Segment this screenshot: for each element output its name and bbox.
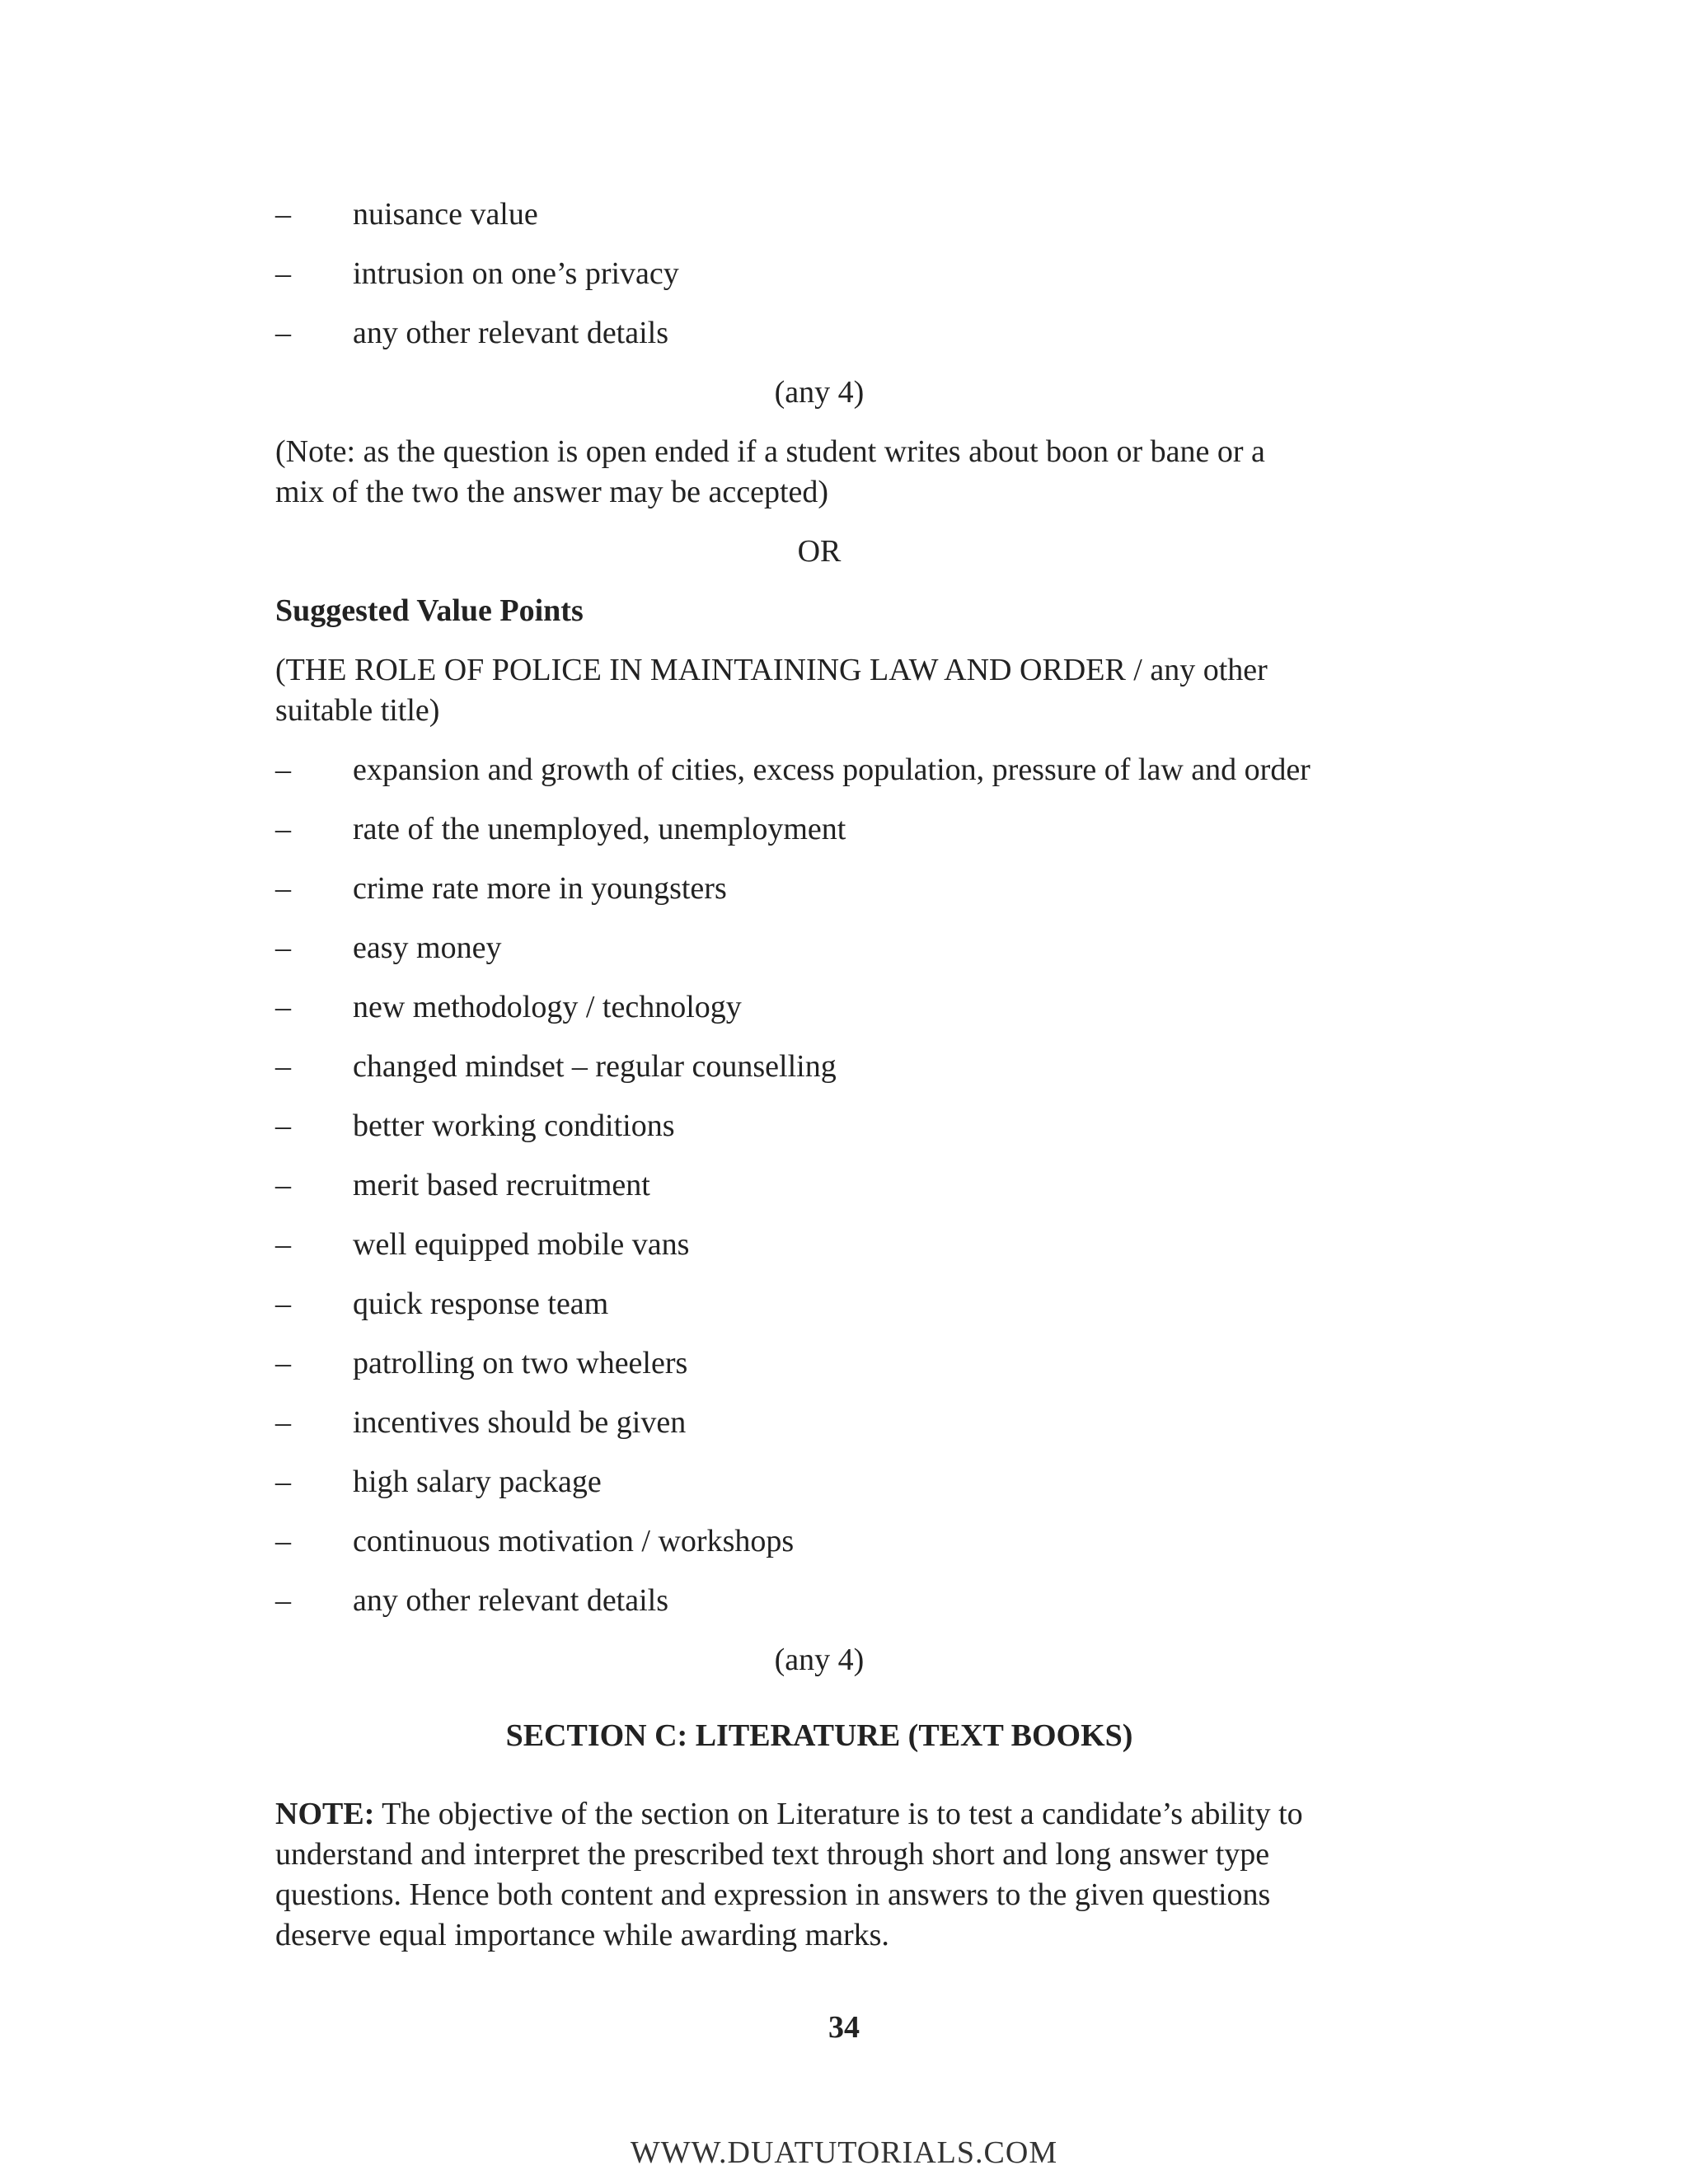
dash-marker: – — [275, 256, 291, 291]
list-item — [275, 1047, 1306, 1106]
dash-marker: – — [275, 930, 291, 965]
list-item-text: well equipped mobile vans — [353, 1227, 690, 1262]
dash-marker: – — [275, 1049, 291, 1084]
list-item-text: easy money — [353, 930, 502, 965]
list-item-text: merit based recruitment — [353, 1168, 650, 1202]
suggested-value-points-heading: Suggested Value Points — [275, 593, 584, 628]
note-paragraph: (Note: as the question is open ended if a student writes about boon or bane or a mix of the two the answer may be accepted) — [275, 434, 1265, 509]
any-four-label: (any 4) — [774, 375, 865, 410]
dash-marker: – — [275, 1524, 291, 1558]
list-item-text: expansion and growth of cities, excess population, pressure of law and order — [353, 752, 1311, 787]
list-item — [275, 1403, 1306, 1462]
dash-marker: – — [275, 316, 291, 350]
list-item — [275, 1343, 1306, 1403]
list-item-text: rate of the unemployed, unemployment — [353, 812, 846, 846]
list-item-text: nuisance value — [353, 197, 538, 232]
page-number: 34 — [828, 2010, 860, 2045]
dash-marker: – — [275, 1108, 291, 1143]
bullet-list-top — [275, 194, 1306, 373]
dash-marker: – — [275, 197, 291, 232]
list-item-text: any other relevant details — [353, 1583, 669, 1618]
bullet-list-main — [275, 750, 1311, 1640]
list-item — [275, 254, 1306, 313]
list-item-text: intrusion on one’s privacy — [353, 256, 679, 291]
dash-marker: – — [275, 1346, 291, 1380]
list-item-text: changed mindset – regular counselling — [353, 1049, 837, 1084]
list-item — [275, 750, 1311, 809]
list-item-text: quick response team — [353, 1286, 609, 1321]
literature-note-paragraph — [275, 1794, 1306, 1956]
dash-marker: – — [275, 1405, 291, 1440]
list-item — [275, 809, 1306, 869]
list-item — [275, 1284, 1306, 1343]
list-item — [275, 1165, 1306, 1225]
list-item-text: new methodology / technology — [353, 990, 742, 1024]
list-item — [275, 928, 1306, 987]
note-label: NOTE: — [275, 1797, 375, 1831]
dash-marker: – — [275, 1227, 291, 1262]
dash-marker: – — [275, 871, 291, 906]
any-four-label: (any 4) — [774, 1643, 865, 1677]
list-item-text: crime rate more in youngsters — [353, 871, 727, 906]
list-item-text: incentives should be given — [353, 1405, 687, 1440]
dash-marker: – — [275, 1465, 291, 1499]
list-item — [275, 869, 1306, 928]
list-item — [275, 194, 1306, 254]
list-item-text: patrolling on two wheelers — [353, 1346, 688, 1380]
dash-marker: – — [275, 812, 291, 846]
dash-marker: – — [275, 1168, 291, 1202]
list-item — [275, 1225, 1306, 1284]
list-item — [275, 1581, 1306, 1640]
dash-marker: – — [275, 752, 291, 787]
list-item — [275, 1106, 1306, 1165]
list-item-text: better working conditions — [353, 1108, 675, 1143]
footer-website: WWW.DUATUTORIALS.COM — [630, 2135, 1058, 2170]
dash-marker: – — [275, 990, 291, 1024]
list-item — [275, 1462, 1306, 1521]
essay-title-paragraph: (THE ROLE OF POLICE IN MAINTAINING LAW AND ORDER / any other suitable title) — [275, 653, 1268, 728]
page-content — [275, 194, 1311, 1956]
note-body: The objective of the section on Literature is to test a candidate’s ability to understand and interpret the prescribed text through short and long answer type questions. Hence both content and expression in answers to the given questions deserve equal importance while awarding marks. — [275, 1797, 1303, 1952]
list-item — [275, 987, 1306, 1047]
list-item-text: high salary package — [353, 1465, 602, 1499]
dash-marker: – — [275, 1583, 291, 1618]
dash-marker: – — [275, 1286, 291, 1321]
or-separator: OR — [797, 534, 842, 569]
section-c-title: SECTION C: LITERATURE (TEXT BOOKS) — [505, 1718, 1133, 1753]
list-item-text: continuous motivation / workshops — [353, 1524, 795, 1558]
list-item — [275, 313, 1306, 373]
list-item-text: any other relevant details — [353, 316, 669, 350]
list-item — [275, 1521, 1306, 1581]
